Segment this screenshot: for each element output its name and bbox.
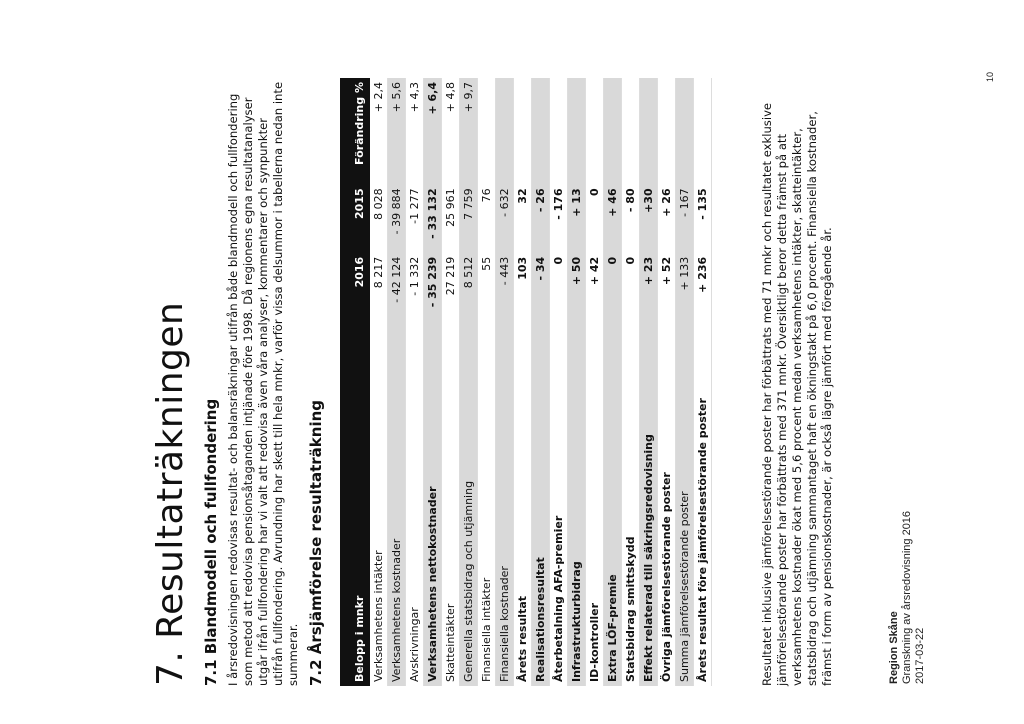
value-2016: + 236 [694, 253, 712, 321]
table-row [460, 78, 478, 686]
value-2015: 32 [514, 184, 532, 252]
value-change: + 4,3 [406, 78, 424, 184]
value-2015: + 26 [658, 184, 676, 252]
value-2016: - 443 [496, 253, 514, 321]
value-2015: - 80 [622, 184, 640, 252]
table-row [478, 78, 496, 686]
table-row [586, 78, 604, 686]
value-2015: - 176 [550, 184, 568, 252]
table-row [424, 78, 442, 686]
row-label: Övriga jämförelsestörande poster [658, 321, 676, 686]
value-2016: 8 512 [460, 253, 478, 321]
row-label: Generella statsbidrag och utjämning [460, 321, 478, 686]
report-date: 2017-03-22 [914, 627, 926, 684]
value-change: + 4,8 [442, 78, 460, 184]
value-2015: - 632 [496, 184, 514, 252]
value-2016: + 23 [640, 253, 658, 321]
row-label: Årets resultat [514, 321, 532, 686]
value-2015: - 39 884 [388, 184, 406, 252]
value-2016: 0 [550, 253, 568, 321]
value-change [478, 78, 496, 184]
value-2016: - 42 124 [388, 253, 406, 321]
row-label: Verksamhetens intäkter [370, 321, 388, 686]
value-2016: 55 [478, 253, 496, 321]
value-change: + 2,4 [370, 78, 388, 184]
row-label: Årets resultat före jämförelsestörande poster [694, 321, 712, 686]
value-change [514, 78, 532, 184]
row-label: Statsbidrag smittskydd [622, 321, 640, 686]
income-statement-table [340, 78, 712, 686]
value-2016: 103 [514, 253, 532, 321]
row-label: ID-kontroller [586, 321, 604, 686]
table-row [640, 78, 658, 686]
row-label: Återbetalning AFA-premier [550, 321, 568, 686]
value-2015: - 167 [676, 184, 694, 252]
page-title: 7. Resultaträkningen [150, 301, 191, 686]
section-7-1-paragraph: I årsredovisningen redovisas resultat- och balansräkningar utifrån både blandmodell och fullfondering som metod att redovisa pensionsåtaganden intjänade före 1998. Då regionens egna resultatanalyser utgår ifrån fullfondering har vi valt att redovisa även våra analyser, kommentarer och synpunkter utifrån fullfondering. Avrundning har skett till hela mnkr, varför vissa delsummor i tabellerna nedan inte summerar. [226, 81, 300, 686]
value-change [586, 78, 604, 184]
value-change: + 6,4 [424, 78, 442, 184]
value-change [532, 78, 550, 184]
table-row [622, 78, 640, 686]
header-2016: 2016 [340, 253, 370, 321]
value-change [604, 78, 622, 184]
table-row [532, 78, 550, 686]
value-2016: + 133 [676, 253, 694, 321]
row-label: Summa jämförelsestörande poster [676, 321, 694, 686]
value-2015: + 13 [568, 184, 586, 252]
value-change [622, 78, 640, 184]
value-2015: 25 961 [442, 184, 460, 252]
table-row [496, 78, 514, 686]
row-label: Effekt relaterad till säkringsredovisning [640, 321, 658, 686]
table-row [514, 78, 532, 686]
section-heading-7-2: 7.2 Årsjämförelse resultaträkning [307, 399, 325, 686]
value-2016: + 52 [658, 253, 676, 321]
header-2015: 2015 [340, 184, 370, 252]
row-label: Verksamhetens kostnader [388, 321, 406, 686]
row-label: Skatteintäkter [442, 321, 460, 686]
table-row [388, 78, 406, 686]
value-change [694, 78, 712, 184]
value-2015: 76 [478, 184, 496, 252]
value-change [658, 78, 676, 184]
row-label: Realisationsresultat [532, 321, 550, 686]
table-row [658, 78, 676, 686]
value-2015: 0 [586, 184, 604, 252]
row-label: Infrastrukturbidrag [568, 321, 586, 686]
value-change: + 9,7 [460, 78, 478, 184]
sidebar-footer [888, 511, 927, 684]
value-change [550, 78, 568, 184]
value-2015: + 46 [604, 184, 622, 252]
report-name: Granskning av årsredovisning 2016 [901, 510, 913, 684]
value-change: + 5,6 [388, 78, 406, 184]
value-2016: + 42 [586, 253, 604, 321]
header-change: Förändring % [340, 78, 370, 184]
section-heading-7-1: 7.1 Blandmodell och fullfondering [202, 398, 220, 686]
value-2015: - 135 [694, 184, 712, 252]
table-row [370, 78, 388, 686]
table-row [550, 78, 568, 686]
value-2015: - 26 [532, 184, 550, 252]
value-2015: +30 [640, 184, 658, 252]
table-body [370, 78, 712, 686]
row-label: Finansiella intäkter [478, 321, 496, 686]
value-2015: -1 277 [406, 184, 424, 252]
table-row [568, 78, 586, 686]
value-2016: 0 [622, 253, 640, 321]
value-change [568, 78, 586, 184]
value-2015: 8 028 [370, 184, 388, 252]
value-2016: - 34 [532, 253, 550, 321]
row-label: Avskrivningar [406, 321, 424, 686]
row-label: Extra LÖF-premie [604, 321, 622, 686]
table-header-row [340, 78, 370, 686]
value-2016: 27 219 [442, 253, 460, 321]
value-2016: - 1 332 [406, 253, 424, 321]
page-number: 10 [985, 71, 995, 82]
value-change [496, 78, 514, 184]
table-row [406, 78, 424, 686]
row-label: Verksamhetens nettokostnader [424, 321, 442, 686]
value-2016: 0 [604, 253, 622, 321]
header-label: Belopp i mnkr [340, 321, 370, 686]
table-row [604, 78, 622, 686]
value-2015: 7 759 [460, 184, 478, 252]
table-row [442, 78, 460, 686]
value-2016: + 50 [568, 253, 586, 321]
value-2016: 8 217 [370, 253, 388, 321]
value-2015: - 33 132 [424, 184, 442, 252]
organization-name: Region Skåne [888, 611, 900, 684]
value-change [640, 78, 658, 184]
value-change [676, 78, 694, 184]
analysis-paragraph: Resultatet inklusive jämförelsestörande poster har förbättrats med 71 mnkr och resultatet exklusive jämförelsestörande poster har förbättrats med 371 mnkr. Översiktligt beror detta främst på att verksamhetens kostnader ökat med 5,6 procent medan verksamhetens intäkter, skatteintäkter, statsbidrag och utjämning sammantaget haft en ökningstakt på 6,0 procent. Finansiella kostnader, främst i form av pensionskostnader, är också lägre jämfört med föregående år. [760, 102, 834, 686]
table-row [694, 78, 712, 686]
value-2016: - 35 239 [424, 253, 442, 321]
table-row [676, 78, 694, 686]
row-label: Finansiella kostnader [496, 321, 514, 686]
